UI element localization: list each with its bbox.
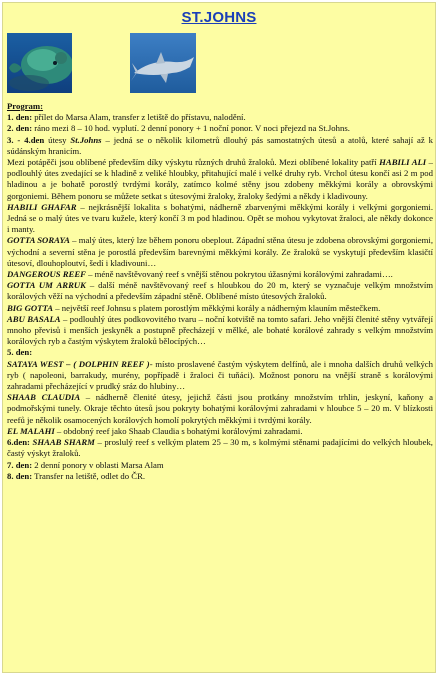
body-text: – proslulý reef s velkým platem 25 – 30 m, s kolmými stěnami padajícími do velkých hloubek, častý výskyt žraloků.	[7, 437, 433, 459]
gotta-soraya-paragraph	[7, 235, 433, 269]
program-content	[7, 101, 433, 482]
el-malahi-paragraph	[7, 426, 433, 437]
day-text: – jedná se o několik kilometrů dlouhý pás samostatných útesů a atolů, které sahají až k súdánským hranicím.	[7, 134, 433, 156]
day-7-paragraph	[7, 460, 433, 471]
day-2-paragraph	[7, 123, 433, 134]
place-name: St.Johns	[70, 134, 102, 145]
day-label: 7. den:	[7, 459, 33, 470]
abu-basala-paragraph	[7, 314, 433, 348]
shaab-claudia-paragraph	[7, 392, 433, 426]
day-label: 1. den:	[7, 112, 33, 123]
body-text: – nádherně členité útesy, jejichž části jsou protkány množstvím trhlin, jeskyní, kaňony a podmořskými tunely. Okraje těchto útesů jsou pokryty bohatými korálovými zahradami v hloubce 5 – 20 m. V blízkosti reefů je několik osamocených korálových homolí pokrytých měkkými i tvrdými korály.	[7, 392, 434, 425]
place-name: SHAAB CLAUDIA	[7, 392, 81, 403]
day-1-paragraph	[7, 112, 433, 123]
day-label: 8. den:	[7, 470, 33, 481]
body-text: – nejkrásnější lokalita s bohatými, nádherně zbarvenými měkkými korály i velkými gorgoniemi. Jedná se o malý útes ve tvaru kužele, který končí 3 m pod hladinou. Opět se mohou vykytovat žraloci, ale někdy dokonce i manty.	[7, 201, 433, 235]
day-text: přílet do Marsa Alam, transfer z letiště do přístavu, nalodění.	[32, 112, 246, 123]
sataya-west-paragraph	[7, 359, 433, 393]
big-gotta-paragraph	[7, 303, 433, 314]
body-text: – méně navštěvovaný reef s vnější stěnou pokrytou úžasnými korálovými zahradami….	[85, 269, 393, 280]
day-label: 6.den:	[7, 437, 30, 448]
napoleon-fish-photo	[7, 33, 72, 93]
habili-ghafar-paragraph	[7, 202, 433, 236]
day-text: 2 denní ponory v oblasti Marsa Alam	[32, 459, 164, 470]
body-text: - místo proslavené častým výskytem delfínů, ale i mnoha dalších druhů velkých ryb ( napoleoni, barrakudy, murény, popřípadě i žraloci či tuňáci). Možnost ponoru na vnější straně s korálovými zahradami přecházející v prudký sráz do hlubiny…	[7, 358, 433, 392]
place-name: SATAYA WEST – ( DOLPHIN REEF )	[7, 358, 150, 369]
place-name: GOTTA UM ARRUK	[7, 280, 86, 291]
day-6-paragraph	[7, 437, 433, 459]
body-text: – největší reef Johnsu s platem porostlým měkkými korály a nádherným klauním městečkem.	[53, 302, 381, 313]
place-name: HABILI GHAFAR	[7, 201, 77, 212]
day-label: 3. - 4.den	[7, 134, 45, 145]
sharks-intro-paragraph	[7, 157, 433, 202]
day-label: 2. den:	[7, 123, 33, 134]
place-name: SHAAB SHARM	[32, 437, 95, 448]
page-title: ST.JOHNS	[181, 9, 257, 26]
day-text: Transfer na letiště, odlet do ČR.	[32, 470, 146, 481]
place-name: DANGEROUS REEF	[7, 269, 86, 280]
body-text: – podlouhlý útes podkovovitého tvaru – noční kotviště na tomto safari. Jeho vnější členité stěny vytvářejí mnoho převisů i menších jeskyněk a postupně přecházejí v mělké, ale bohaté korálové zahrady s velkým množstvím korálových ryb a častým výskytem žraloků bělocípých…	[7, 313, 433, 347]
place-name: BIG GOTTA	[7, 302, 54, 313]
body-text: Mezi potápěči jsou oblíbené především díky výskytu různých druhů žraloků. Mezi oblíbené lokality patří	[7, 157, 380, 168]
program-heading: Program:	[7, 101, 44, 111]
place-name: ABU BASALA	[7, 313, 61, 324]
body-text: – podlouhlý útes zvedající se k hladině z veliké hloubky, přitahující malé i velké druhy ryb. Vrchol útesu končí asi 2 m pod hladinou a je bohatě porostlý tvrdými korály, zatímco kolmé stěny jsou zdobeny měkkými korály a obrovskými gorgoniemi. Během ponoru se můžete setkat s útesovými žraloky, žraloky šedými a někdy i kladivouny.	[7, 157, 434, 201]
day-text: ráno mezi 8 – 10 hod. vyplutí. 2 denní ponory + 1 noční ponor. V noci přejezd na St.Johns.	[32, 123, 350, 134]
page-frame	[2, 2, 436, 673]
place-name: HABILI ALI	[379, 157, 427, 168]
day-text: útesy	[44, 134, 71, 145]
day-8-paragraph	[7, 471, 433, 482]
gotta-um-arruk-paragraph	[7, 280, 433, 302]
dangerous-reef-paragraph	[7, 269, 433, 280]
shark-illustration	[130, 33, 196, 93]
day-3-4-paragraph	[7, 135, 433, 157]
body-text: – obdobný reef jako Shaab Claudia s bohatými korálovými zahradami.	[54, 425, 303, 436]
shark-photo	[130, 33, 196, 93]
place-name: GOTTA SORAYA	[7, 235, 70, 246]
day-5-paragraph	[7, 347, 433, 358]
place-name: EL MALAHI	[7, 425, 55, 436]
napoleon-fish-illustration	[7, 33, 72, 93]
day-label: 5. den:	[7, 347, 33, 358]
body-text: – malý útes, který lze během ponoru obeplout. Západní stěna útesu je zdobena obrovskými gorgoniemi, východní a severní stěna je porostlá především barevnými měkkými korály. Ze žraloků se vyskytují především klasičtí útesoví, dlouhoploutví, šedí i kladivouni…	[7, 235, 434, 268]
body-text: – další méně navštěvovaný reef s hloubkou do 20 m, který se vyznačuje velkým množstvím korálových věží na východní a především západní stěně. Oblíbené místo útesových žraloků.	[7, 280, 434, 302]
